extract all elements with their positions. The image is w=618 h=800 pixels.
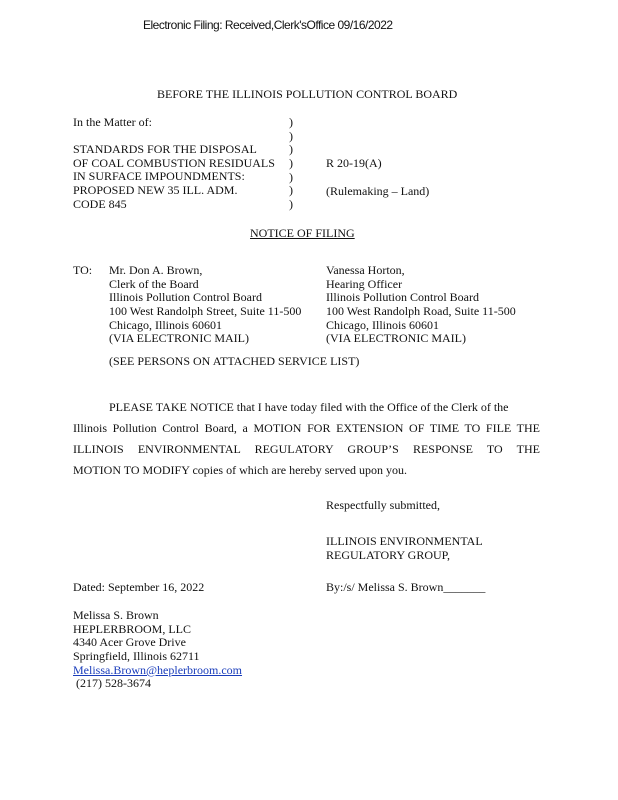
recipient-line: (VIA ELECTRONIC MAIL) bbox=[326, 331, 466, 346]
body-line: ILLINOIS ENVIRONMENTAL REGULATORY GROUP’S RESPONSE TO THE bbox=[73, 442, 540, 456]
recipient-line: 100 West Randolph Road, Suite 11-500 bbox=[326, 304, 516, 319]
recipient-line: Clerk of the Board bbox=[109, 276, 199, 291]
body-line: Illinois Pollution Control Board, a MOTION FOR EXTENSION OF TIME TO FILE THE bbox=[73, 421, 540, 435]
case-number: R 20-19(A) bbox=[326, 156, 382, 170]
case-type: (Rulemaking – Land) bbox=[326, 184, 430, 198]
matter-intro: In the Matter of: bbox=[73, 115, 152, 129]
organization-line: ILLINOIS ENVIRONMENTAL bbox=[326, 534, 483, 548]
organization bbox=[326, 534, 483, 561]
service-list-note: (SEE PERSONS ON ATTACHED SERVICE LIST) bbox=[109, 354, 360, 368]
phone: (217) 528-3674 bbox=[73, 676, 151, 691]
dated: Dated: September 16, 2022 bbox=[73, 580, 205, 594]
signature-by: By:/s/ Melissa S. Brown bbox=[326, 580, 444, 594]
contact-line: Melissa S. Brown bbox=[73, 608, 159, 622]
filing-stamp: Electronic Filing: Received,Clerk'sOffice 09/16/2022 bbox=[143, 18, 393, 32]
signature-blank: _______ bbox=[443, 580, 486, 594]
recipient-line: Illinois Pollution Control Board bbox=[326, 290, 480, 305]
recipient-line: Chicago, Illinois 60601 bbox=[109, 317, 222, 332]
matter-title bbox=[73, 142, 275, 210]
matter-title-line: OF COAL COMBUSTION RESIDUALS bbox=[73, 155, 275, 170]
recipient-line: 100 West Randolph Street, Suite 11-500 bbox=[109, 304, 302, 319]
matter-title-line: IN SURFACE IMPOUNDMENTS: bbox=[73, 169, 245, 184]
contact-line: 4340 Acer Grove Drive bbox=[73, 635, 186, 650]
email-link[interactable]: Melissa.Brown@heplerbroom.com bbox=[73, 662, 243, 677]
closing: Respectfully submitted, bbox=[326, 498, 440, 512]
body-line: PLEASE TAKE NOTICE that I have today filed with the Office of the Clerk of the bbox=[109, 400, 509, 414]
matter-title-line: CODE 845 bbox=[73, 196, 127, 211]
organization-line: REGULATORY GROUP, bbox=[326, 547, 451, 562]
contact-line: HEPLERBROOM, LLC bbox=[73, 621, 192, 636]
contact-line: Springfield, Illinois 62711 bbox=[73, 649, 200, 664]
recipient-clerk bbox=[109, 263, 301, 345]
recipient-line: Chicago, Illinois 60601 bbox=[326, 317, 439, 332]
notice-title: NOTICE OF FILING bbox=[250, 226, 355, 240]
to-label: TO: bbox=[73, 263, 93, 277]
recipient-hearing-officer bbox=[326, 263, 516, 345]
caption-divider: ) ) ) ) ) ) ) bbox=[289, 115, 293, 212]
recipient-line: Vanessa Horton, bbox=[326, 263, 405, 277]
recipient-line: Illinois Pollution Control Board bbox=[109, 290, 263, 305]
matter-title-line: PROPOSED NEW 35 ILL. ADM. bbox=[73, 183, 238, 198]
court-title: BEFORE THE ILLINOIS POLLUTION CONTROL BOARD bbox=[157, 87, 458, 101]
signature bbox=[326, 580, 485, 594]
recipient-line: Hearing Officer bbox=[326, 276, 403, 291]
body-line: MOTION TO MODIFY copies of which are hereby served upon you. bbox=[73, 463, 408, 477]
recipient-line: (VIA ELECTRONIC MAIL) bbox=[109, 331, 249, 346]
contact-block bbox=[73, 608, 242, 690]
recipient-line: Mr. Don A. Brown, bbox=[109, 263, 203, 277]
matter-title-line: STANDARDS FOR THE DISPOSAL bbox=[73, 142, 257, 156]
